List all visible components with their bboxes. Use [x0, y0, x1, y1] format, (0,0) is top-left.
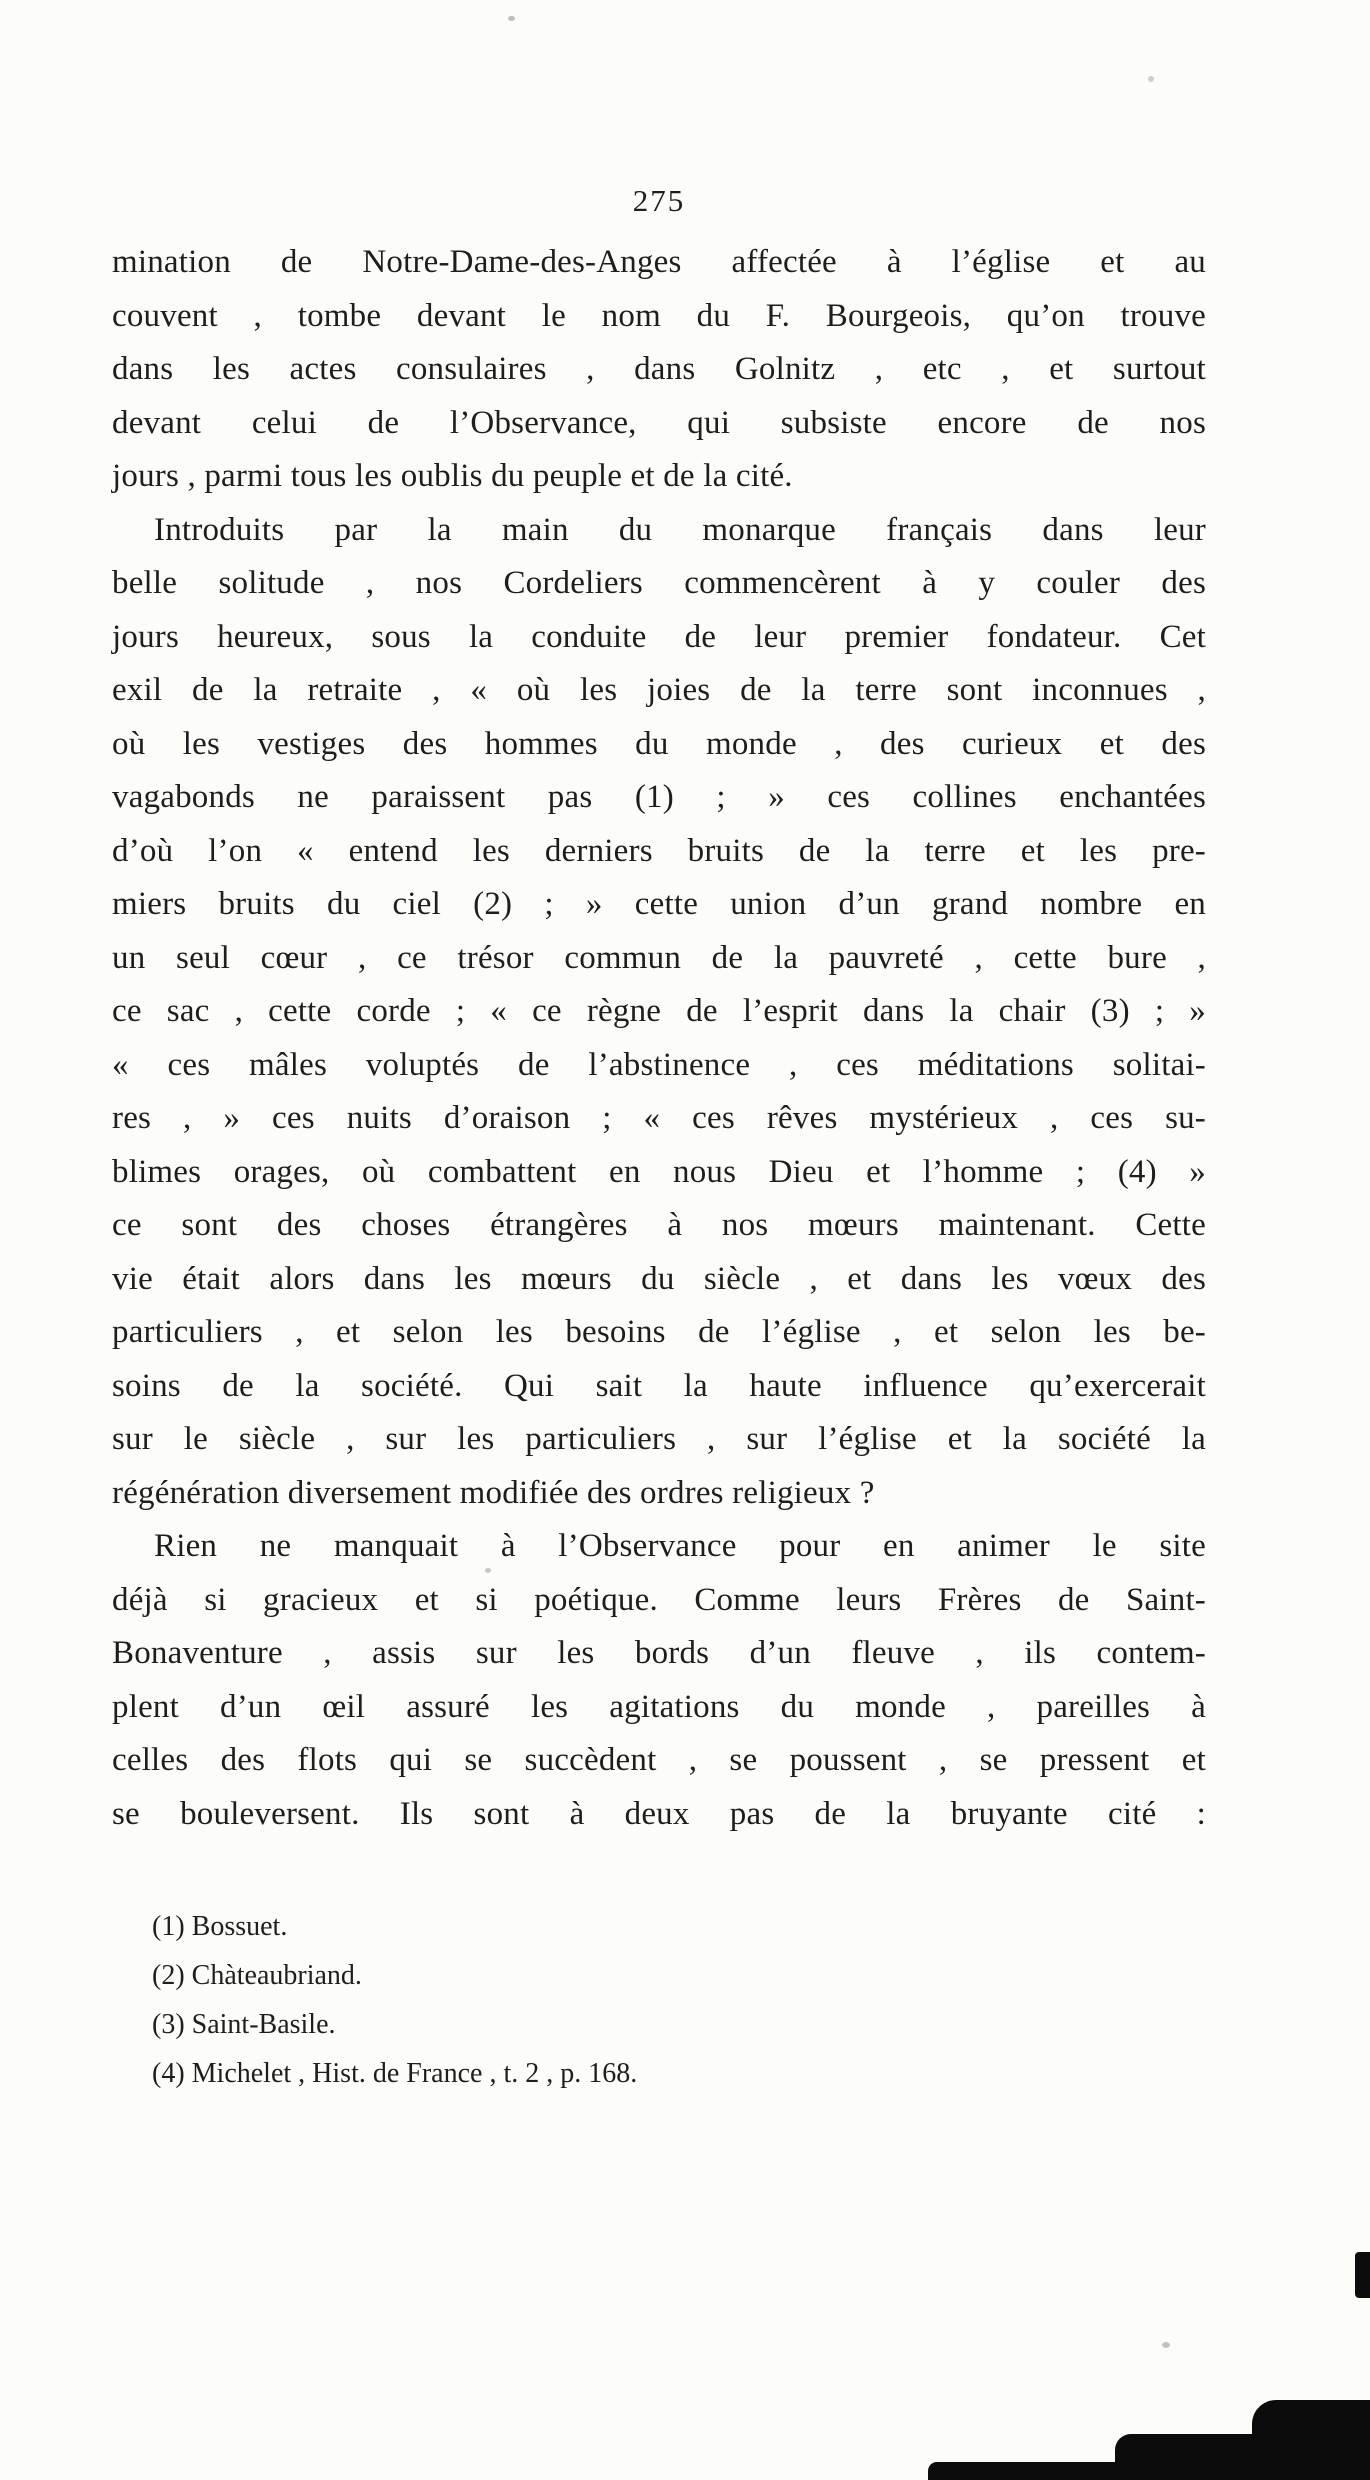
text-line: miers bruits du ciel (2) ; » cette union d’un grand nombre en [112, 886, 1206, 922]
scan-speck [1162, 2342, 1170, 2348]
text-line: dans les actes consulaires , dans Golnitz , etc , et surtout [112, 351, 1206, 387]
scan-speck [1148, 76, 1154, 82]
text-line: mination de Notre-Dame-des-Anges affectée à l’église et au [112, 244, 1206, 280]
text-line: exil de la retraite , « où les joies de la terre sont inconnues , [112, 672, 1206, 708]
footnote-line: (4) Michelet , Hist. de France , t. 2 , p. 168. [152, 2058, 638, 2089]
text-line: plent d’un œil assuré les agitations du monde , pareilles à [112, 1688, 1206, 1725]
scan-speck [485, 1568, 491, 1573]
text-line: belle solitude , nos Cordeliers commencèrent à y couler des [112, 565, 1206, 601]
text-line: un seul cœur , ce trésor commun de la pauvreté , cette bure , [112, 939, 1206, 976]
text-line: déjà si gracieux et si poétique. Comme leurs Frères de Saint- [112, 1581, 1206, 1618]
text-line: « ces mâles voluptés de l’abstinence , ces méditations solitai- [112, 1046, 1206, 1083]
text-line: Rien ne manquait à l’Observance pour en animer le site [154, 1528, 1206, 1564]
text-line: soins de la société. Qui sait la haute influence qu’exercerait [112, 1367, 1206, 1404]
scan-artifact-right-tick [1355, 2252, 1370, 2298]
footnote-line: (2) Chàteaubriand. [152, 1960, 362, 1991]
text-line: jours , parmi tous les oublis du peuple et de la cité. [112, 458, 793, 494]
body-text [112, 236, 1206, 1841]
text-line: devant celui de l’Observance, qui subsiste encore de nos [112, 404, 1206, 441]
text-line: couvent , tombe devant le nom du F. Bourgeois, qu’on trouve [112, 297, 1206, 334]
scan-speck [508, 16, 515, 21]
text-line: Introduits par la main du monarque français dans leur [154, 511, 1206, 548]
footnotes [152, 1902, 1112, 2098]
text-line: particuliers , et selon les besoins de l’église , et selon les be- [112, 1314, 1206, 1350]
text-line: vagabonds ne paraissent pas (1) ; » ces collines enchantées [112, 779, 1206, 815]
text-line: Bonaventure , assis sur les bords d’un fleuve , ils contem- [112, 1635, 1206, 1671]
footnote-line: (1) Bossuet. [152, 1911, 288, 1942]
text-line: jours heureux, sous la conduite de leur premier fondateur. Cet [112, 618, 1206, 655]
text-line: se bouleversent. Ils sont à deux pas de la bruyante cité : [112, 1795, 1206, 1832]
footnote-line: (3) Saint-Basile. [152, 2009, 336, 2040]
text-line: ce sac , cette corde ; « ce règne de l’esprit dans la chair (3) ; » [112, 993, 1206, 1029]
text-line: régénération diversement modifiée des ordres religieux ? [112, 1474, 875, 1511]
text-line: ce sont des choses étrangères à nos mœurs maintenant. Cette [112, 1207, 1206, 1243]
scan-artifact-corner-blob [1252, 2400, 1370, 2480]
text-line: d’où l’on « entend les derniers bruits de la terre et les pre- [112, 832, 1206, 869]
text-line: blimes orages, où combattent en nous Dieu et l’homme ; (4) » [112, 1153, 1206, 1190]
text-line: vie était alors dans les mœurs du siècle , et dans les vœux des [112, 1260, 1206, 1297]
text-line: où les vestiges des hommes du monde , des curieux et des [112, 725, 1206, 762]
text-line: sur le siècle , sur les particuliers , sur l’église et la société la [112, 1421, 1206, 1457]
page-number: 275 [632, 183, 686, 218]
text-line: res , » ces nuits d’oraison ; « ces rêves mystérieux , ces su- [112, 1100, 1206, 1136]
text-line: celles des flots qui se succèdent , se poussent , se pressent et [112, 1742, 1206, 1778]
